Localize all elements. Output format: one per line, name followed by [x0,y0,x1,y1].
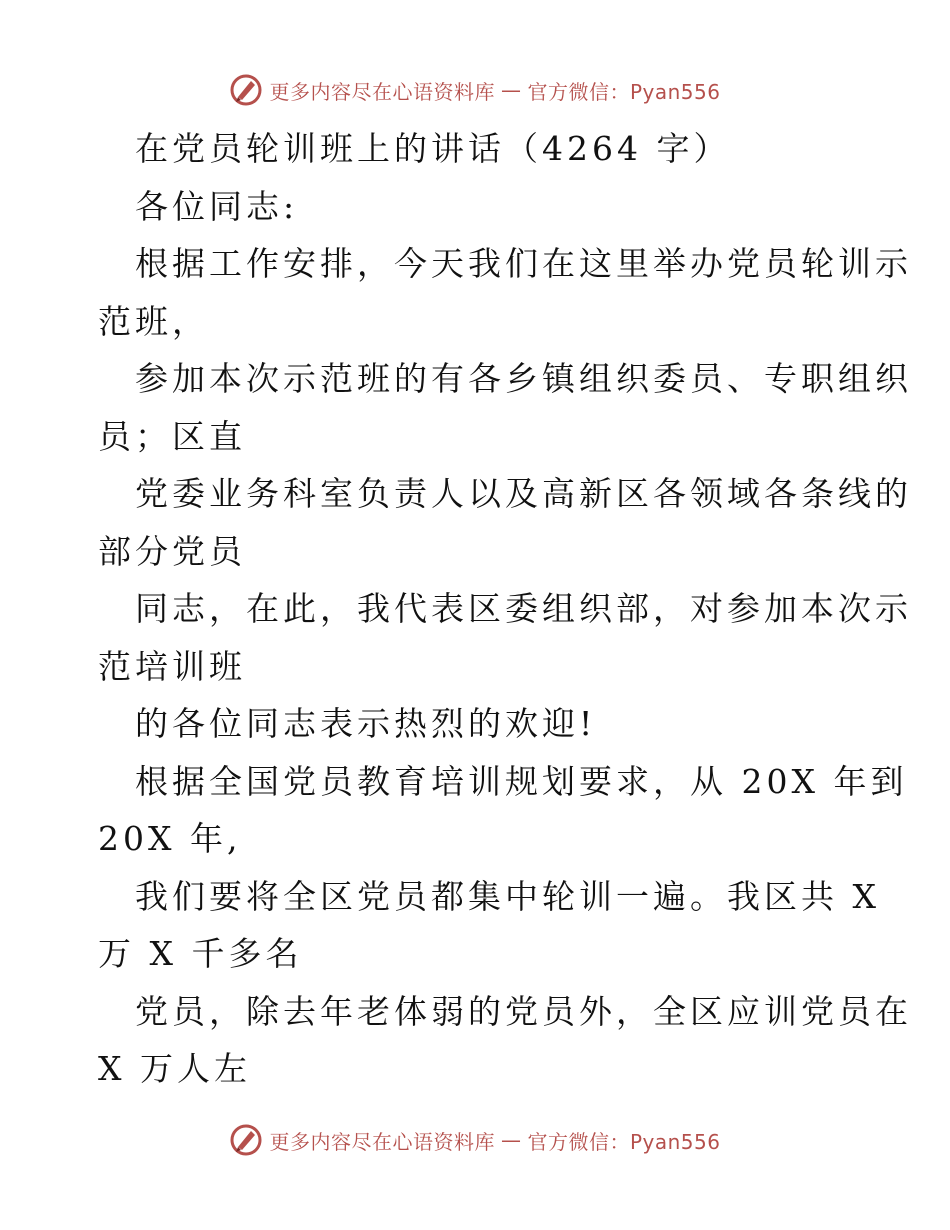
pen-logo-icon [229,73,263,107]
banner-dash: — [500,1128,522,1152]
header-banner [0,70,950,110]
text-line: 万 X 千多名 [98,934,303,973]
document-body [98,120,912,1098]
text-line: 范班， [98,301,209,341]
banner-wechat: 官方微信：Pyan556 [527,1129,721,1154]
text-line: 党员，除去年老体弱的党员外，全区应训党员在 [135,991,912,1031]
text-line: 20X 年, [98,819,242,858]
pen-logo-icon [229,1123,263,1157]
text-line: 在党员轮训班上的讲话（4264 字） [135,129,731,168]
text-line: 员；区直 [98,416,246,456]
banner-text: 更多内容尽在心语资料库 [269,1129,495,1154]
text-line: 范培训班 [98,646,246,686]
text-line: 党委业务科室负责人以及高新区各领域各条线的 [135,474,912,513]
text-line: 各位同志: [135,186,299,226]
text-line: 根据工作安排，今天我们在这里举办党员轮训示 [135,244,912,283]
text-line: 我们要将全区党员都集中轮训一遍。我区共 X [135,876,880,916]
text-line: 的各位同志表示热烈的欢迎! [135,704,597,743]
text-line: 同志，在此，我代表区委组织部，对参加本次示 [135,589,912,628]
text-line: 参加本次示范班的有各乡镇组织委员、专职组织 [135,359,912,398]
banner-wechat: 官方微信：Pyan556 [527,79,721,104]
text-line: 根据全国党员教育培训规划要求，从 20X 年到 [135,761,908,801]
banner-text: 更多内容尽在心语资料库 [269,79,495,104]
text-line: X 万人左 [98,1049,251,1088]
text-line: 部分党员 [98,531,246,571]
footer-banner [0,1120,950,1160]
banner-dash: — [500,78,522,102]
